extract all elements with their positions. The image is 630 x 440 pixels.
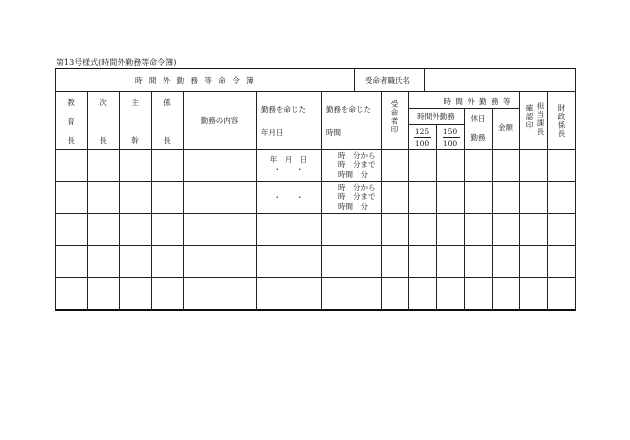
work-content-label: 勤務の内容 bbox=[200, 116, 239, 125]
row1-time-from: 時 分から bbox=[338, 151, 376, 160]
amount-label: 金額 bbox=[498, 123, 513, 132]
row3-bottom bbox=[55, 245, 576, 246]
holiday-work-label-2: 勤務 bbox=[470, 133, 486, 142]
deputy-char-2: 長 bbox=[99, 136, 107, 145]
row2-duration: 時間 分 bbox=[338, 202, 368, 211]
deputy-char-1: 次 bbox=[99, 98, 107, 107]
col-divider-6 bbox=[321, 91, 322, 310]
rate-125-numerator: 125 bbox=[414, 127, 430, 136]
row1-duration: 時間 分 bbox=[338, 170, 368, 179]
col-divider-9 bbox=[436, 124, 437, 310]
overtime-order-register-form bbox=[55, 68, 576, 310]
order-date-label-1: 勤務を命じた bbox=[261, 105, 306, 114]
row2-time-to: 時 分まで bbox=[338, 192, 376, 201]
holiday-work-label-1: 休日 bbox=[470, 114, 486, 123]
section-manager-label: 担当課長 bbox=[536, 102, 545, 136]
order-date-label-2: 年月日 bbox=[261, 128, 284, 137]
superintendent-char-1: 教 bbox=[67, 98, 75, 107]
header-bottom bbox=[55, 149, 576, 150]
form-caption: 第13号様式(時間外勤務等命令簿) bbox=[56, 58, 177, 67]
row1-date: 年 月 日 bbox=[269, 155, 308, 164]
top-border bbox=[55, 68, 576, 69]
superintendent-char-2: 育 bbox=[67, 117, 75, 126]
row1-date-dots: ・ ・ bbox=[273, 165, 304, 174]
superintendent-char-3: 長 bbox=[67, 136, 75, 145]
rate-150-numerator: 150 bbox=[442, 127, 458, 136]
section-chief-label bbox=[151, 98, 183, 145]
row1-time-to: 時 分まで bbox=[338, 160, 376, 169]
form-title: 時 間 外 勤 務 等 命 令 簿 bbox=[135, 76, 256, 85]
chief-label bbox=[119, 98, 151, 145]
title-row-bottom bbox=[55, 91, 576, 92]
finance-chief-label: 財政係長 bbox=[557, 104, 566, 138]
overtime-group-label: 時 間 外 勤 務 等 bbox=[443, 97, 512, 106]
recipient-name-label: 受命者職氏名 bbox=[365, 76, 410, 85]
rate-125-denominator: 100 bbox=[414, 139, 430, 148]
fraction-bar-150 bbox=[443, 137, 460, 138]
title-recipient-divider bbox=[354, 68, 355, 91]
section-chief-char-2: 長 bbox=[163, 136, 171, 145]
order-time-label-2: 時間 bbox=[326, 128, 341, 137]
row1-bottom bbox=[55, 181, 576, 182]
col-divider-8 bbox=[408, 91, 409, 310]
row4-bottom bbox=[55, 277, 576, 278]
order-time-label-1: 勤務を命じた bbox=[326, 105, 371, 114]
section-chief-char-1: 係 bbox=[163, 98, 171, 107]
row2-bottom bbox=[55, 213, 576, 214]
superintendent-label bbox=[55, 98, 87, 145]
recipient-label-divider bbox=[424, 68, 425, 91]
overtime-work-label: 時間外勤務 bbox=[417, 112, 455, 121]
recipient-seal-label: 受命者印 bbox=[390, 100, 399, 134]
bottom-border bbox=[55, 309, 576, 311]
col-divider-11 bbox=[492, 108, 493, 310]
right-border bbox=[575, 68, 576, 310]
confirmation-seal-label: 確認印 bbox=[525, 104, 534, 130]
chief-char-2: 幹 bbox=[131, 136, 139, 145]
fraction-bar-125 bbox=[414, 137, 431, 138]
row2-time-from: 時 分から bbox=[338, 183, 376, 192]
col-divider-13 bbox=[547, 91, 548, 310]
row2-date-dots: ・ ・ bbox=[273, 193, 304, 202]
col-divider-7 bbox=[381, 91, 382, 310]
rate-150-denominator: 100 bbox=[442, 139, 458, 148]
deputy-label bbox=[87, 98, 119, 145]
chief-char-1: 主 bbox=[131, 98, 139, 107]
col-divider-12 bbox=[519, 91, 520, 310]
